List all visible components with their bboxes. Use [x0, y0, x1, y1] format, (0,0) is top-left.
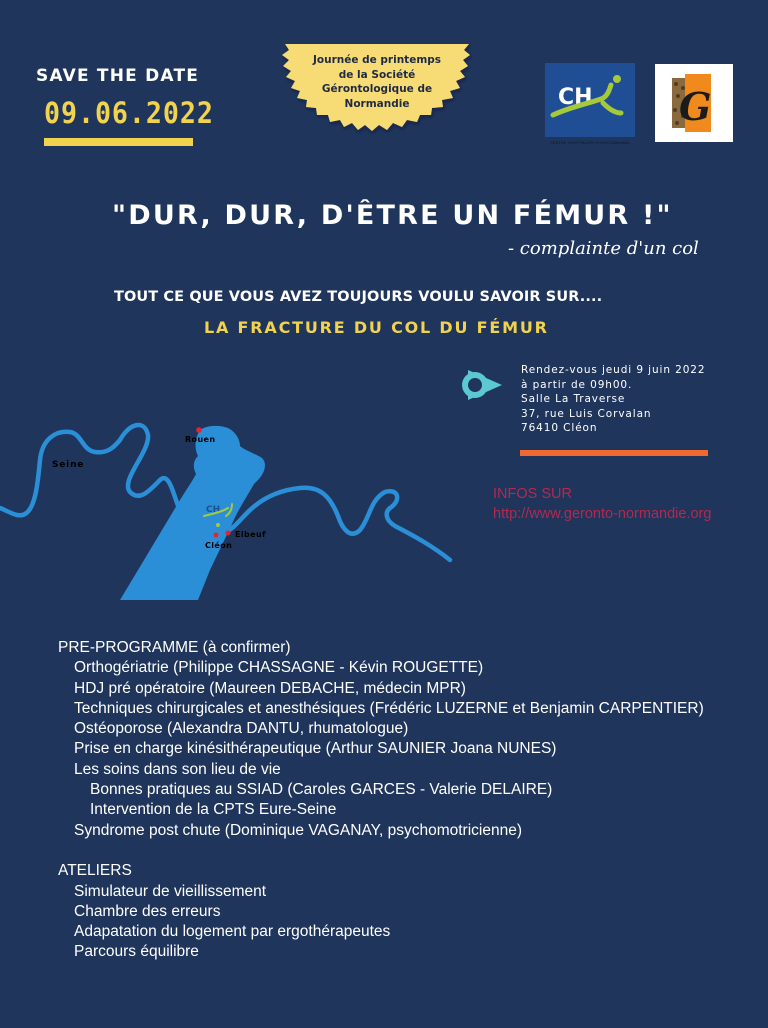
- city-label-cleon: Cléon: [205, 541, 233, 550]
- infos-block: [493, 484, 711, 524]
- rendezvous-line: 37, rue Luis Corvalan: [521, 407, 652, 420]
- program-heading: PRE-PROGRAMME (à confirmer): [58, 639, 291, 656]
- program-item: Les soins dans son lieu de vie: [74, 760, 281, 778]
- program-item: HDJ pré opératoire (Maureen DEBACHE, médecin MPR): [74, 679, 466, 697]
- event-date: 09.06.2022: [44, 96, 214, 130]
- cleon-marker: [214, 533, 219, 538]
- program-section: [58, 638, 704, 963]
- workshops-heading: ATELIERS: [58, 862, 132, 880]
- workshop-item: Chambre des erreurs: [74, 902, 221, 920]
- program-item: Orthogériatrie (Philippe CHASSAGNE - Kévin ROUGETTE): [74, 659, 484, 677]
- program-item: Syndrome post chute (Dominique VAGANAY, psychomotricienne): [74, 821, 522, 839]
- rouen-marker: [196, 427, 202, 433]
- g-logo-icon: [655, 64, 733, 142]
- subtitle: - complainte d'un col: [508, 238, 699, 259]
- seine-label: Seine: [52, 460, 85, 470]
- seal-line: Gérontologique de: [321, 83, 433, 95]
- infos-label: INFOS SUR: [493, 486, 572, 502]
- rendezvous-info: [521, 363, 705, 436]
- program-subitem: Bonnes pratiques au SSIAD (Caroles GARCES - Valerie DELAIRE): [90, 781, 553, 799]
- society-seal-badge: [280, 40, 474, 148]
- seal-line: de la Société: [338, 68, 416, 81]
- rendezvous-line: Rendez-vous jeudi 9 juin 2022: [521, 364, 706, 376]
- workshop-item: Adapatation du logement par ergothérapeutes: [74, 923, 391, 941]
- ch-location-marker: [216, 523, 220, 527]
- date-underline: [44, 138, 193, 146]
- elbeuf-marker: [226, 531, 231, 536]
- rendezvous-line: 76410 Cléon: [521, 422, 598, 434]
- rendezvous-line: Salle La Traverse: [521, 393, 626, 405]
- orange-divider: [520, 450, 708, 456]
- main-title: "DUR, DUR, D'ÊTRE UN FÉMUR !": [112, 200, 673, 231]
- topic-heading: LA FRACTURE DU COL DU FÉMUR: [204, 318, 549, 337]
- svg-text:CH: CH: [206, 505, 221, 515]
- workshop-item: Parcours équilibre: [74, 943, 199, 961]
- city-label-elbeuf: Elbeuf: [235, 530, 266, 539]
- sgn-society-logo: [655, 64, 733, 142]
- program-item: Ostéoporose (Alexandra DANTU, rhumatologue): [74, 720, 409, 738]
- svg-text:CH: CH: [558, 85, 593, 110]
- save-the-date-label: SAVE THE DATE: [36, 66, 200, 86]
- program-item: Techniques chirurgicales et anesthésiques (Frédéric LUZERNE et Benjamin CARPENTIER): [74, 699, 704, 717]
- workshop-item: Simulateur de vieillissement: [74, 882, 267, 900]
- spacer: [58, 841, 704, 861]
- ch-logo-caption: CENTRE HOSPITALIER INTERCOMMUNAL: [550, 141, 630, 145]
- svg-text:G: G: [679, 84, 712, 129]
- infos-url-link[interactable]: http://www.geronto-normandie.org: [493, 506, 712, 522]
- program-subitem: Intervention de la CPTS Eure-Seine: [90, 801, 337, 819]
- seal-line: Journée de printemps: [312, 54, 442, 66]
- seine-femur-map: [0, 400, 470, 610]
- tagline: TOUT CE QUE VOUS AVEZ TOUJOURS VOULU SAVOIR SUR....: [114, 289, 603, 305]
- rendezvous-line: à partir de 09h00.: [521, 378, 633, 391]
- city-label-rouen: Rouen: [185, 435, 216, 444]
- program-item: Prise en charge kinésithérapeutique (Arthur SAUNIER Joana NUNES): [74, 740, 557, 758]
- seal-line: Normandie: [344, 97, 410, 110]
- ch-hospital-logo: [545, 63, 635, 137]
- ch-logo-icon: [545, 63, 635, 137]
